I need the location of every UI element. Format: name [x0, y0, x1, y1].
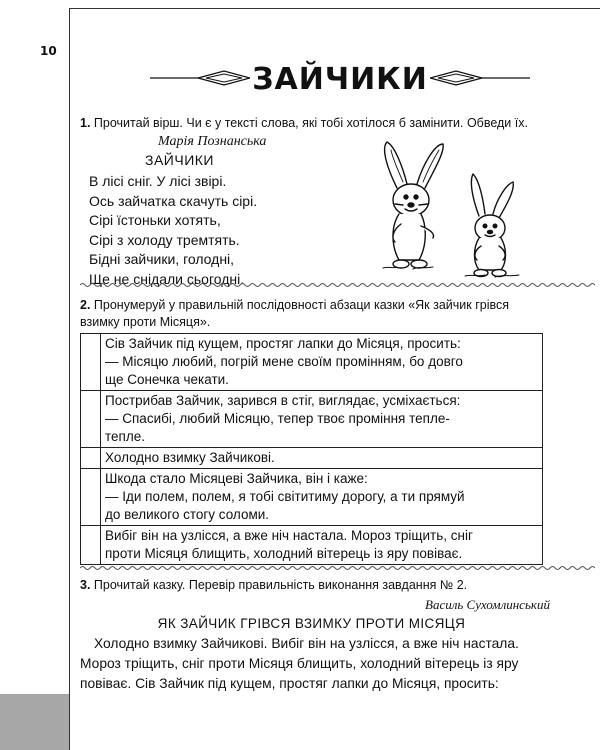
paragraph-line: — Місяцю любий, погрій мене своїм промінням, бо довго [105, 354, 463, 369]
poem-line: В лісі сніг. У лісі звірі. [89, 173, 227, 189]
poem-line: Ще не снідали сьогодні. [89, 270, 245, 287]
wavy-divider [80, 565, 595, 571]
poem-line: Сірі з холоду тремтять. [89, 231, 240, 248]
title-block [140, 60, 540, 100]
story-line: повіває. Сів Зайчик під кущем, простяг лапки до Місяця, просить: [80, 676, 499, 691]
paragraph-line: Холодно взимку Зайчикові. [105, 450, 275, 465]
paragraph-cell [101, 526, 543, 565]
paragraph-cell [101, 391, 543, 448]
number-box[interactable] [81, 448, 101, 469]
task-1-text: Прочитай вірш. Чи є у тексті слова, які тобі хотілося б замінити. Обведи їх. [93, 116, 528, 130]
paragraph-row [81, 391, 543, 448]
poem-author: Марія Познанська [158, 134, 267, 149]
paragraph-line: Шкода стало Місяцеві Зайчика, він і каже: [105, 471, 368, 486]
paragraph-line: Пострибав Зайчик, зарився в стіг, виглядає, усміхається: [105, 393, 461, 408]
poem-line: Сірі їстоньки хотять, [89, 212, 221, 228]
story-text [80, 634, 543, 694]
title-ornament-right [430, 68, 530, 88]
paragraph-line: тепле. [105, 429, 145, 444]
margin-gray-block [0, 694, 69, 750]
paragraph-table [80, 333, 543, 565]
paragraph-cell [101, 448, 543, 469]
paragraph-row [81, 469, 543, 526]
paragraph-row [81, 526, 543, 565]
margin-rule [69, 8, 70, 750]
paragraph-line: до великого стогу соломи. [105, 507, 270, 522]
task-3-text: Прочитай казку. Перевір правильність виконання завдання № 2. [93, 578, 468, 592]
task-3-number: 3. [80, 578, 91, 592]
task-2 [80, 297, 545, 331]
paragraph-line: проти Місяця блищить, холодний вітерець із яру повіває. [105, 546, 463, 561]
paragraph-cell [101, 334, 543, 391]
story-line: Холодно взимку Зайчикові. Вибіг він на узлісся, а вже ніч настала. [94, 636, 519, 651]
left-margin [0, 0, 69, 750]
task-1-number: 1. [80, 116, 91, 130]
task-2-number: 2. [80, 298, 91, 312]
number-box[interactable] [81, 526, 101, 565]
page-number: 10 [40, 44, 57, 58]
task-3 [80, 578, 550, 592]
paragraph-row [81, 334, 543, 391]
bunnies-illustration [373, 138, 543, 280]
poem-line: Бідні зайчики, голодні, [89, 251, 235, 267]
wavy-divider [80, 282, 595, 288]
paragraph-line: Сів Зайчик під кущем, простяг лапки до Місяця, просить: [105, 336, 461, 351]
number-box[interactable] [81, 469, 101, 526]
paragraph-line: Вибіг він на узлісся, а вже ніч настала. Мороз тріщить, сніг [105, 528, 473, 543]
number-box[interactable] [81, 391, 101, 448]
paragraph-line: ще Сонечка чекати. [105, 372, 229, 387]
page-title: ЗАЙЧИКИ [252, 62, 428, 97]
poem-title: ЗАЙЧИКИ [145, 152, 214, 168]
paragraph-line: — Спасибі, любий Місяцю, тепер твоє проміння тепле- [105, 411, 450, 426]
poem [89, 172, 257, 289]
number-box[interactable] [81, 334, 101, 391]
task-1 [80, 116, 550, 130]
story-line: Мороз тріщить, сніг проти Місяця блищить, холодний вітерець із яру [80, 656, 519, 671]
paragraph-cell [101, 469, 543, 526]
paragraph-row [81, 448, 543, 469]
story-title: ЯК ЗАЙЧИК ГРІВСЯ ВЗИМКУ ПРОТИ МІСЯЦЯ [157, 616, 466, 631]
top-rule [69, 8, 600, 9]
story-author: Василь Сухомлинський [425, 597, 550, 612]
task-2-text: Пронумеруй у правильній послідовності абзаци казки «Як зайчик грівся взимку проти Місяця». [80, 298, 510, 329]
poem-line: Ось зайчатка скачуть сірі. [89, 192, 258, 209]
paragraph-line: — Іди полем, полем, я тобі світитиму дорогу, а ти прямуй [105, 489, 465, 504]
